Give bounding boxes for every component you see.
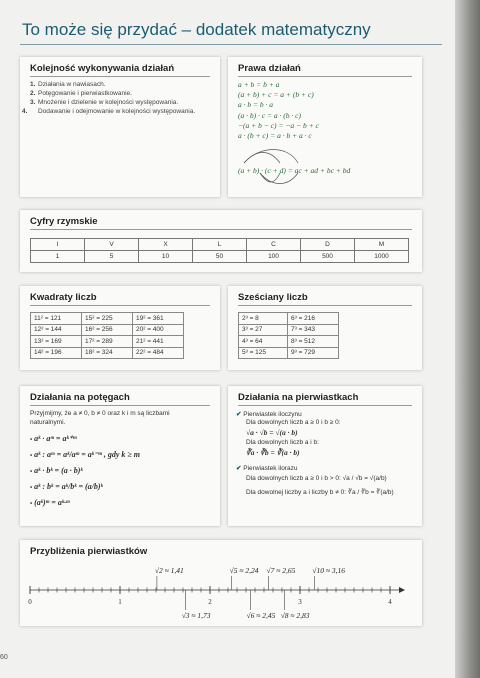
roman-symbol: X <box>139 239 193 251</box>
table-cell: 6³ = 216 <box>288 313 339 325</box>
approx-label-below: √8 ≈ 2,83 <box>280 611 310 620</box>
laws-title: Prawa działań <box>238 63 301 74</box>
roman-title: Cyfry rzymskie <box>30 216 98 227</box>
approx-label-above: √5 ≈ 2,24 <box>229 566 259 575</box>
table-row <box>239 324 339 336</box>
table-cell: 22² = 484 <box>133 347 184 359</box>
table-cell: 20² = 400 <box>133 324 184 336</box>
table-cell: 7³ = 343 <box>288 324 339 336</box>
laws-divider <box>238 76 412 77</box>
roman-symbols-row <box>31 239 409 251</box>
squares-divider <box>30 305 210 306</box>
table-cell: 4³ = 64 <box>239 336 288 348</box>
law-line: (a + b) + c = a + (b + c) <box>238 90 314 100</box>
table-row <box>239 336 339 348</box>
cubes-card <box>228 286 422 370</box>
squares-title: Kwadraty liczb <box>30 292 97 303</box>
roots-title: Działania na pierwiastkach <box>238 392 359 403</box>
roman-symbol: L <box>193 239 247 251</box>
table-cell: 12² = 144 <box>31 324 82 336</box>
table-cell: 3³ = 27 <box>239 324 288 336</box>
approx-label-below: √3 ≈ 1,73 <box>181 611 211 620</box>
order-list <box>22 81 210 117</box>
roman-value: 100 <box>247 251 301 263</box>
cubes-divider <box>238 305 412 306</box>
table-cell: 21² = 441 <box>133 336 184 348</box>
check-icon: ✔ <box>236 465 242 472</box>
power-rule: • aᵏ · bᵏ = (a · b)ᵏ <box>30 466 83 475</box>
page-edge-shadow <box>455 0 480 678</box>
table-cell: 11² = 121 <box>31 313 82 325</box>
power-rule: • (aᵏ)ᵐ = aᵏ·ᵐ <box>30 498 70 507</box>
roman-value: 1000 <box>355 251 409 263</box>
roots-formula: ∛a · ∛b = ∛(a · b) <box>246 448 300 457</box>
roots-line: Dla dowolnych liczb a i b: <box>246 439 319 446</box>
roman-symbol: I <box>31 239 85 251</box>
roots-line: Dla dowolnej liczby a i liczby b ≠ 0: ∛a / ∛b = ∛(a/b) <box>246 489 394 496</box>
roots-formula: √a · √b = √(a · b) <box>246 428 298 437</box>
roman-value: 1 <box>31 251 85 263</box>
law-line: a · b = b · a <box>238 100 274 110</box>
order-item: 1. Działania w nawiasach. <box>30 81 106 88</box>
table-cell: 13² = 169 <box>31 336 82 348</box>
laws-card <box>228 57 422 197</box>
roots-line: Dla dowolnych liczb a ≥ 0 i b ≥ 0: <box>246 419 341 426</box>
table-cell: 9³ = 729 <box>288 347 339 359</box>
laws-list <box>238 80 319 141</box>
roman-card <box>20 210 422 272</box>
law-line: a + b = b + a <box>238 80 280 89</box>
squares-card <box>20 286 220 370</box>
page-title: To może się przydać – dodatek matematyczny <box>22 20 371 39</box>
table-row <box>239 313 339 325</box>
table-row <box>31 313 184 325</box>
roman-divider <box>30 229 412 230</box>
table-cell: 14² = 196 <box>31 347 82 359</box>
number-line <box>20 556 422 626</box>
table-cell: 8³ = 512 <box>288 336 339 348</box>
order-item: 2. Potęgowanie i pierwiastkowanie. <box>30 90 132 97</box>
powers-title: Działania na potęgach <box>30 392 130 403</box>
table-cell: 5³ = 125 <box>239 347 288 359</box>
approx-title: Przybliżenia pierwiastków <box>30 546 148 557</box>
powers-divider <box>30 405 210 406</box>
tick-label: 3 <box>298 598 302 606</box>
roman-table <box>30 238 409 263</box>
table-cell: 18² = 324 <box>82 347 133 359</box>
roman-values-row <box>31 251 409 263</box>
table-row <box>31 347 184 359</box>
roman-value: 50 <box>193 251 247 263</box>
tick-label: 1 <box>118 598 122 606</box>
table-cell: 15² = 225 <box>82 313 133 325</box>
power-rule: • aᵏ : aᵐ = aᵏ/aᵐ = aᵏ⁻ᵐ , gdy k ≥ m <box>30 450 141 459</box>
squares-table <box>30 312 184 359</box>
law-line: −(a + b − c) = −a − b + c <box>238 120 319 130</box>
order-item: 3. Mnożenie i dzielenie w kolejności występowania. <box>30 99 179 106</box>
table-cell: 17² = 289 <box>82 336 133 348</box>
approx-label-above: √7 ≈ 2,65 <box>266 566 296 575</box>
page-number: 60 <box>0 654 8 661</box>
power-rule: • aᵏ · aᵐ = aᵏ⁺ᵐ <box>30 434 77 443</box>
expansion-formula: (a + b) · (c + d) = ac + ad + bc + bd <box>238 166 351 175</box>
roman-value: 5 <box>85 251 139 263</box>
power-rule: • aᵏ : bᵏ = aᵏ/bᵏ = (a/b)ᵏ <box>30 482 103 491</box>
table-cell: 16² = 256 <box>82 324 133 336</box>
approx-label-above: √2 ≈ 1,41 <box>154 566 184 575</box>
roman-symbol: D <box>301 239 355 251</box>
tick-label: 0 <box>28 598 32 606</box>
tick-label: 4 <box>388 598 392 606</box>
roman-symbol: C <box>247 239 301 251</box>
order-divider <box>30 76 210 77</box>
roots-section-heading: ✔ Pierwiastek ilorazu <box>236 465 298 472</box>
roots-section-heading: ✔ Pierwiastek iloczynu <box>236 411 302 418</box>
cubes-title: Sześciany liczb <box>238 292 308 303</box>
title-underline <box>20 44 442 45</box>
check-icon: ✔ <box>236 411 242 418</box>
table-row <box>239 347 339 359</box>
approx-label-below: √6 ≈ 2,45 <box>246 611 276 620</box>
table-row <box>31 324 184 336</box>
law-line: (a · b) · c = a · (b · c) <box>238 110 301 120</box>
order-title: Kolejność wykonywania działań <box>30 63 175 74</box>
roman-symbol: V <box>85 239 139 251</box>
roots-card <box>228 386 422 526</box>
roots-divider <box>238 405 412 406</box>
order-card <box>20 57 220 197</box>
table-cell: 2³ = 8 <box>239 313 288 325</box>
axis-arrow-icon <box>399 587 405 593</box>
roman-value: 10 <box>139 251 193 263</box>
law-line: a · (b + c) = a · b + a · c <box>238 131 312 141</box>
powers-card <box>20 386 220 526</box>
table-cell: 19² = 361 <box>133 313 184 325</box>
table-row <box>31 336 184 348</box>
cubes-table <box>238 312 339 359</box>
approx-label-above: √10 ≈ 3,16 <box>312 566 346 575</box>
order-item: 4. Dodawanie i odejmowanie w kolejności występowania. <box>22 108 196 115</box>
roman-value: 500 <box>301 251 355 263</box>
powers-intro: Przyjmijmy, że a ≠ 0, b ≠ 0 oraz k i m są liczbami naturalnymi. <box>30 410 170 426</box>
tick-label: 2 <box>208 598 212 606</box>
roots-line: Dla dowolnych liczb a ≥ 0 i b > 0: √a / √b = √(a/b) <box>246 475 387 482</box>
roman-symbol: M <box>355 239 409 251</box>
approx-card <box>20 540 422 626</box>
